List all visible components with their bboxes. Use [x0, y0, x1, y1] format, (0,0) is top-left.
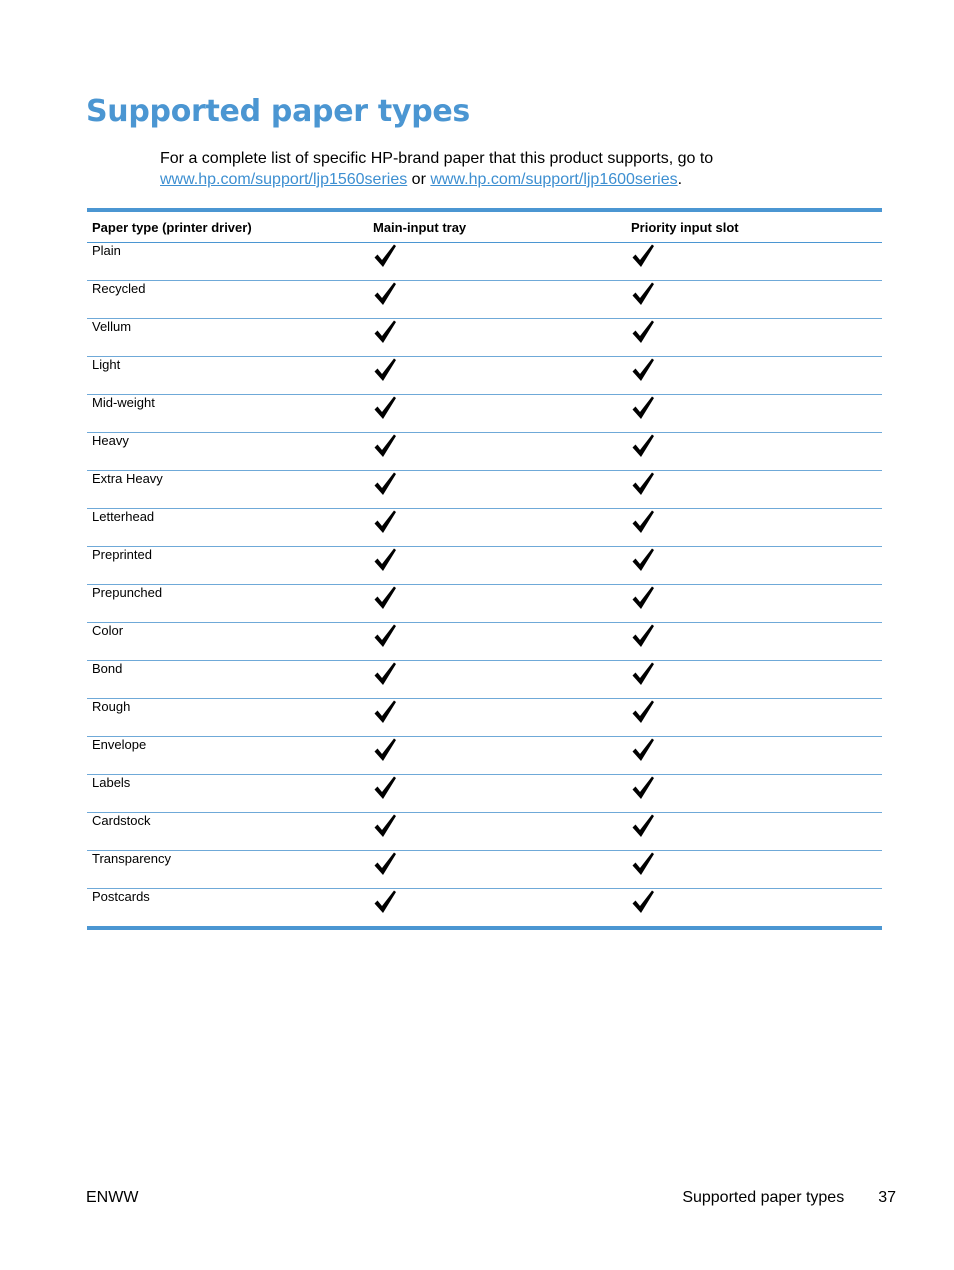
- main-input-tray-cell: [368, 851, 626, 889]
- table-header-row: [87, 210, 882, 243]
- checkmark-icon: [373, 851, 397, 877]
- paper-type-cell: Color: [87, 623, 368, 661]
- priority-input-slot-cell: [626, 661, 882, 699]
- intro-text: For a complete list of specific HP-brand paper that this product supports, go to: [160, 150, 714, 167]
- checkmark-icon: [373, 243, 397, 269]
- paper-type-cell: Postcards: [92, 889, 150, 904]
- priority-input-slot-cell: [626, 281, 882, 319]
- paper-type-cell: Rough: [87, 699, 368, 737]
- priority-input-slot-cell: [626, 889, 882, 929]
- intro-period: .: [677, 171, 683, 188]
- priority-input-slot-cell: [626, 357, 882, 395]
- page-number: 37: [878, 1189, 896, 1206]
- priority-input-slot-cell: [626, 585, 882, 623]
- main-input-tray-cell: [368, 737, 626, 775]
- checkmark-icon: [631, 509, 655, 535]
- table-row: [87, 661, 882, 699]
- intro-connector: or: [407, 171, 431, 188]
- checkmark-icon: [373, 395, 397, 421]
- footer-right: [682, 1189, 896, 1207]
- checkmark-icon: [631, 813, 655, 839]
- paper-type-cell: Vellum: [87, 319, 368, 357]
- checkmark-icon: [631, 661, 655, 687]
- priority-input-slot-cell: [626, 851, 882, 889]
- checkmark-icon: [373, 623, 397, 649]
- checkmark-icon: [631, 851, 655, 877]
- checkmark-icon: [373, 281, 397, 307]
- paper-type-cell: Envelope: [87, 737, 368, 775]
- checkmark-icon: [373, 585, 397, 611]
- main-input-tray-cell: [368, 547, 626, 585]
- main-input-tray-cell: [368, 281, 626, 319]
- priority-input-slot-cell: [626, 623, 882, 661]
- intro-paragraph: [160, 148, 880, 190]
- checkmark-icon: [631, 471, 655, 497]
- table-row: [87, 433, 882, 471]
- main-input-tray-cell: [368, 357, 626, 395]
- checkmark-icon: [373, 889, 397, 915]
- table-row: [87, 395, 882, 433]
- checkmark-icon: [373, 699, 397, 725]
- table-row: [87, 851, 882, 889]
- checkmark-icon: [631, 699, 655, 725]
- table-body: [87, 243, 882, 929]
- page-title: Supported paper types: [86, 94, 470, 129]
- main-input-tray-cell: [368, 585, 626, 623]
- priority-input-slot-cell: [626, 699, 882, 737]
- table-row: [87, 737, 882, 775]
- table-row: [87, 471, 882, 509]
- checkmark-icon: [373, 319, 397, 345]
- main-input-tray-cell: [368, 623, 626, 661]
- footer-section-title: Supported paper types: [682, 1189, 845, 1206]
- column-header-main-input-tray: Main-input tray: [368, 210, 626, 243]
- checkmark-icon: [631, 433, 655, 459]
- main-input-tray-cell: [368, 395, 626, 433]
- checkmark-icon: [631, 357, 655, 383]
- paper-type-cell: Transparency: [87, 851, 368, 889]
- column-header-priority-input-slot: Priority input slot: [626, 210, 882, 243]
- paper-type-cell: Recycled: [87, 281, 368, 319]
- checkmark-icon: [631, 775, 655, 801]
- paper-type-cell: Light: [87, 357, 368, 395]
- support-link-p1600[interactable]: www.hp.com/support/ljp1600series: [430, 171, 678, 188]
- paper-type-cell: Heavy: [87, 433, 368, 471]
- checkmark-icon: [373, 471, 397, 497]
- priority-input-slot-cell: [626, 547, 882, 585]
- table-row: [87, 889, 882, 929]
- table-row: [87, 357, 882, 395]
- table-row: [87, 547, 882, 585]
- priority-input-slot-cell: [626, 471, 882, 509]
- checkmark-icon: [373, 547, 397, 573]
- priority-input-slot-cell: [626, 775, 882, 813]
- priority-input-slot-cell: [626, 243, 882, 281]
- paper-types-table: [87, 208, 882, 930]
- main-input-tray-cell: [368, 813, 626, 851]
- paper-type-cell: Labels: [87, 775, 368, 813]
- checkmark-icon: [631, 585, 655, 611]
- checkmark-icon: [631, 547, 655, 573]
- table-row: [87, 585, 882, 623]
- checkmark-icon: [631, 243, 655, 269]
- checkmark-icon: [631, 319, 655, 345]
- checkmark-icon: [631, 889, 655, 915]
- main-input-tray-cell: [368, 243, 626, 281]
- footer-locale: ENWW: [86, 1189, 139, 1206]
- paper-type-cell: Letterhead: [87, 509, 368, 547]
- priority-input-slot-cell: [626, 433, 882, 471]
- main-input-tray-cell: [368, 319, 626, 357]
- checkmark-icon: [373, 737, 397, 763]
- priority-input-slot-cell: [626, 319, 882, 357]
- main-input-tray-cell: [368, 471, 626, 509]
- paper-type-cell: Bond: [87, 661, 368, 699]
- table-row: [87, 243, 882, 281]
- main-input-tray-cell: [368, 699, 626, 737]
- checkmark-icon: [373, 775, 397, 801]
- main-input-tray-cell: [368, 661, 626, 699]
- priority-input-slot-cell: [626, 813, 882, 851]
- checkmark-icon: [373, 357, 397, 383]
- table-row: [87, 775, 882, 813]
- checkmark-icon: [631, 737, 655, 763]
- table-row: [87, 623, 882, 661]
- priority-input-slot-cell: [626, 509, 882, 547]
- table-row: [87, 281, 882, 319]
- support-link-p1560[interactable]: www.hp.com/support/ljp1560series: [160, 171, 408, 188]
- main-input-tray-cell: [368, 509, 626, 547]
- checkmark-icon: [631, 623, 655, 649]
- column-header-paper-type: Paper type (printer driver): [87, 210, 368, 243]
- paper-type-cell: Plain: [87, 243, 368, 281]
- checkmark-icon: [631, 281, 655, 307]
- paper-type-cell: Mid-weight: [87, 395, 368, 433]
- table-row: [87, 509, 882, 547]
- checkmark-icon: [631, 395, 655, 421]
- main-input-tray-cell: [368, 775, 626, 813]
- checkmark-icon: [373, 509, 397, 535]
- main-input-tray-cell: [368, 433, 626, 471]
- table-row: [87, 813, 882, 851]
- priority-input-slot-cell: [626, 737, 882, 775]
- checkmark-icon: [373, 661, 397, 687]
- main-input-tray-cell: [368, 889, 626, 929]
- priority-input-slot-cell: [626, 395, 882, 433]
- paper-type-cell: Prepunched: [87, 585, 368, 623]
- table-row: [87, 319, 882, 357]
- checkmark-icon: [373, 433, 397, 459]
- table-row: [87, 699, 882, 737]
- paper-type-cell: Cardstock: [87, 813, 368, 851]
- checkmark-icon: [373, 813, 397, 839]
- paper-type-cell: Extra Heavy: [87, 471, 368, 509]
- paper-type-cell: Preprinted: [87, 547, 368, 585]
